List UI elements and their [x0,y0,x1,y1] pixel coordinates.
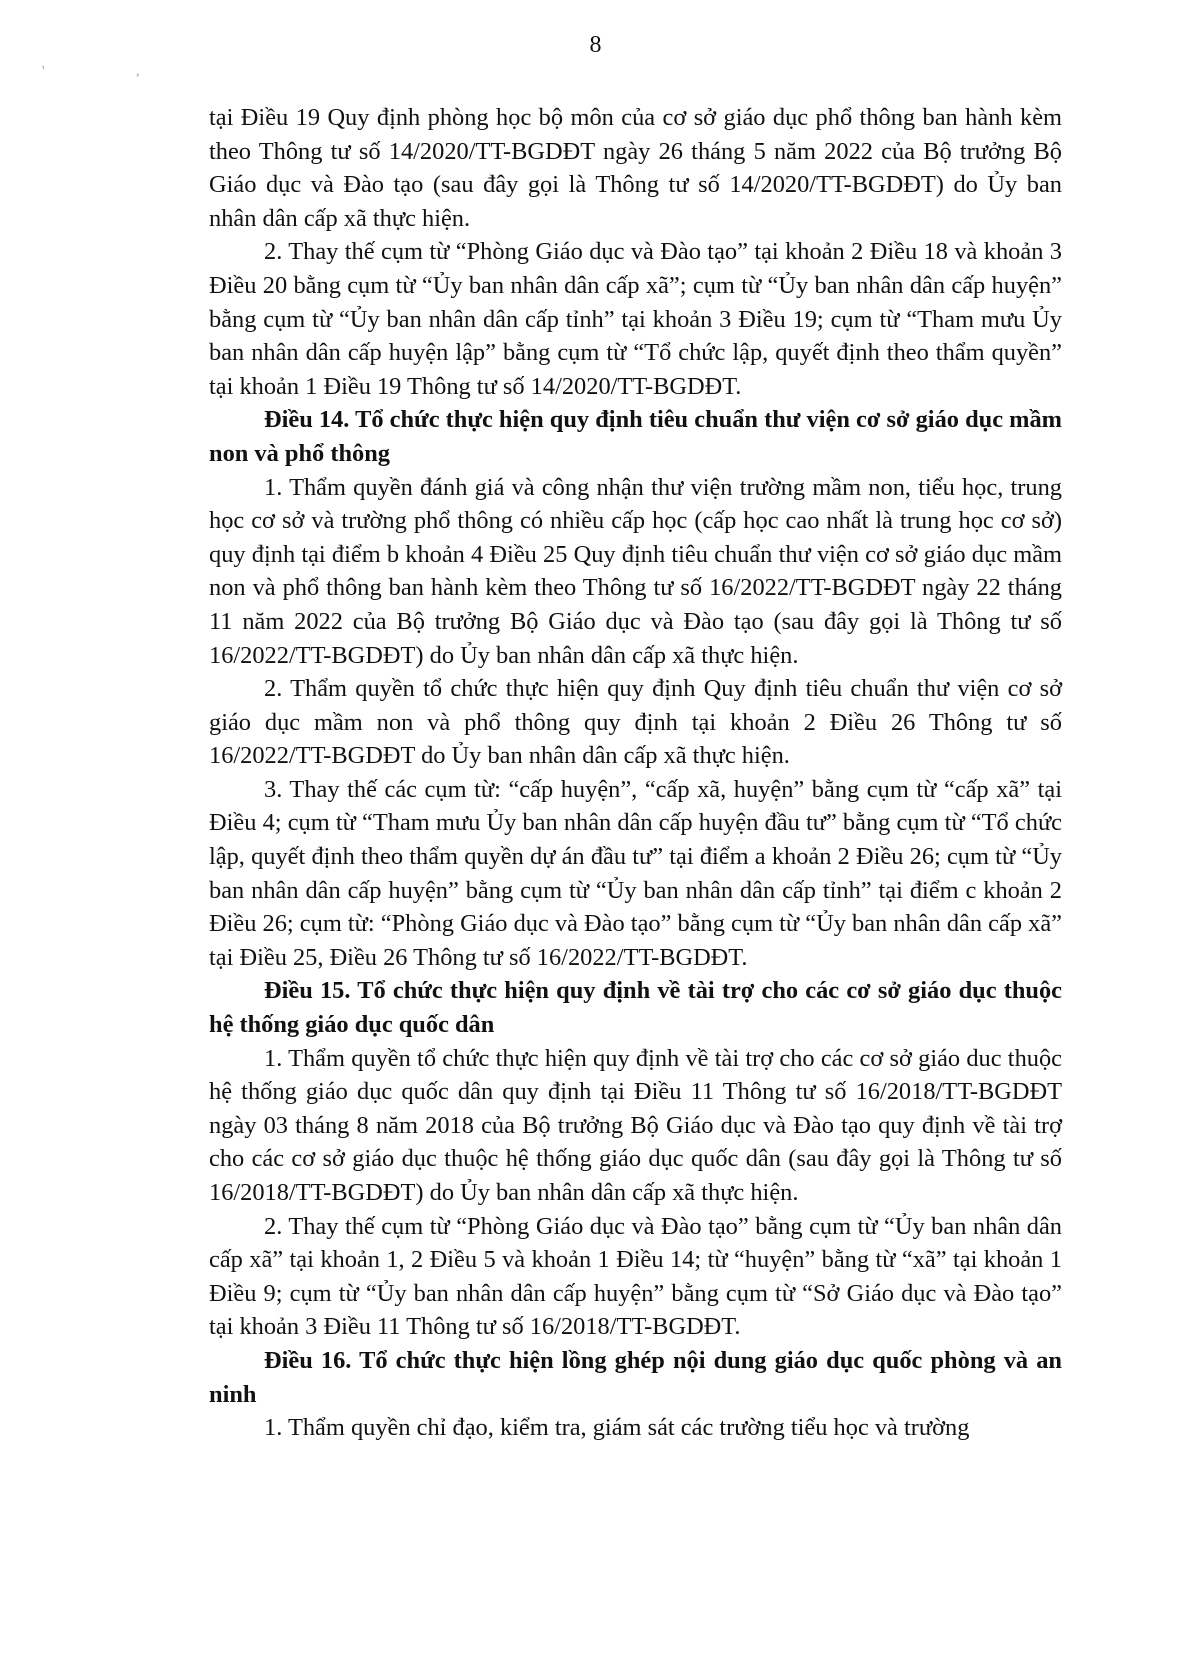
body-paragraph: 1. Thẩm quyền tổ chức thực hiện quy định về tài trợ cho các cơ sở giáo duc thuộc hệ thống giáo dục quốc dân quy định tại Điều 11 Thông tư số 16/2018/TT-BGDĐT ngày 03 tháng 8 năm 2018 của Bộ trưởng Bộ Giáo dục và Đào tạo quy định về tài trợ cho các cơ sở giáo dục thuộc hệ thống giáo dục quốc dân (sau đây gọi là Thông tư số 16/2018/TT-BGDĐT) do Ủy ban nhân dân cấp xã thực hiện. [209,1044,1062,1206]
body-paragraph: 2. Thay thế cụm từ “Phòng Giáo dục và Đào tạo” tại khoản 2 Điều 18 và khoản 3 Điều 20 bằng cụm từ “Ủy ban nhân dân cấp xã”; cụm từ “Ủy ban nhân dân cấp huyện” bằng cụm từ “Ủy ban nhân dân cấp tỉnh” tại khoản 3 Điều 19; cụm từ “Tham mưu Ủy ban nhân dân cấp huyện lập” bằng cụm từ “Tổ chức lập, quyết định theo thẩm quyền” tại khoản 1 Điều 19 Thông tư số 14/2020/TT-BGDĐT. [209,238,1062,400]
scan-specks: ' , [42,64,184,79]
article-heading: Điều 16. Tổ chức thực hiện lồng ghép nội dung giáo dục quốc phòng và an ninh [209,1346,1062,1408]
body-paragraph: tại Điều 19 Quy định phòng học bộ môn của cơ sở giáo dục phổ thông ban hành kèm theo Thông tư số 14/2020/TT-BGDĐT ngày 26 tháng 5 năm 2022 của Bộ trưởng Bộ Giáo dục và Đào tạo (sau đây gọi là Thông tư số 14/2020/TT-BGDĐT) do Ủy ban nhân dân cấp xã thực hiện. [209,104,1062,232]
document-body [209,101,1062,1445]
page-number: 8 [589,32,602,58]
body-paragraph: 1. Thẩm quyền đánh giá và công nhận thư viện trường mầm non, tiểu học, trung học cơ sở và trường phổ thông có nhiều cấp học (cấp học cao nhất là trung học cơ sở) quy định tại điểm b khoản 4 Điều 25 Quy định tiêu chuẩn thư viện cơ sở giáo dục mầm non và phổ thông ban hành kèm theo Thông tư số 16/2022/TT-BGDĐT ngày 22 tháng 11 năm 2022 của Bộ trưởng Bộ Giáo dục và Đào tạo (sau đây gọi là Thông tư số 16/2022/TT-BGDĐT) do Ủy ban nhân dân cấp xã thực hiện. [209,473,1062,669]
article-heading: Điều 14. Tổ chức thực hiện quy định tiêu chuẩn thư viện cơ sở giáo dục mầm non và phổ thông [209,406,1062,467]
body-paragraph: 3. Thay thế các cụm từ: “cấp huyện”, “cấp xã, huyện” bằng cụm từ “cấp xã” tại Điều 4; cụm từ “Tham mưu Ủy ban nhân dân cấp huyện đầu tư” bằng cụm từ “Tổ chức lập, quyết định theo thẩm quyền dự án đầu tư” tại điểm a khoản 2 Điều 26; cụm từ “Ủy ban nhân dân cấp huyện” bằng cụm từ “Ủy ban nhân dân cấp tỉnh” tại điểm c khoản 2 Điều 26; cụm từ: “Phòng Giáo dục và Đào tạo” bằng cụm từ “Ủy ban nhân dân cấp xã” tại Điều 25, Điều 26 Thông tư số 16/2022/TT-BGDĐT. [209,775,1062,971]
article-heading: Điều 15. Tổ chức thực hiện quy định về tài trợ cho các cơ sở giáo dục thuộc hệ thống giáo dục quốc dân [209,977,1062,1039]
body-paragraph: 1. Thẩm quyền chỉ đạo, kiểm tra, giám sát các trường tiểu học và trường [264,1414,970,1442]
body-paragraph: 2. Thay thế cụm từ “Phòng Giáo dục và Đào tạo” bằng cụm từ “Ủy ban nhân dân cấp xã” tại khoản 1, 2 Điều 5 và khoản 1 Điều 14; từ “huyện” bằng từ “xã” tại khoản 1 Điều 9; cụm từ “Ủy ban nhân dân cấp huyện” bằng cụm từ “Sở Giáo dục và Đào tạo” tại khoản 3 Điều 11 Thông tư số 16/2018/TT-BGDĐT. [209,1212,1062,1341]
body-paragraph: 2. Thẩm quyền tổ chức thực hiện quy định Quy định tiêu chuẩn thư viện cơ sở giáo dục mầm non và phổ thông quy định tại khoản 2 Điều 26 Thông tư số 16/2022/TT-BGDĐT do Ủy ban nhân dân cấp xã thực hiện. [209,675,1062,770]
